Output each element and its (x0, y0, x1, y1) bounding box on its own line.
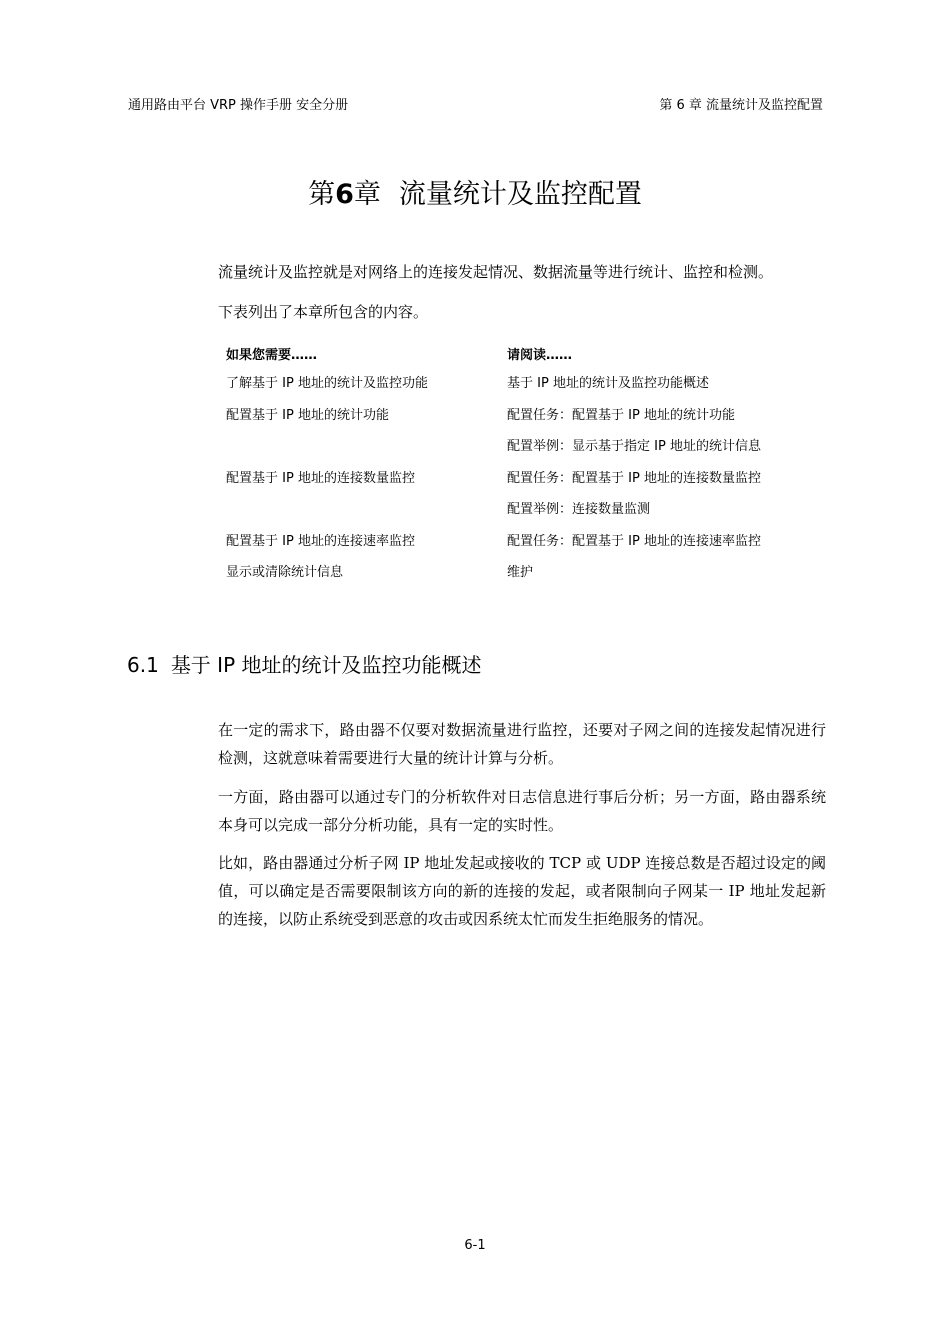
chapter-prefix: 第 (308, 179, 336, 210)
table-cell: 显示或清除统计信息 (226, 565, 344, 581)
chapter-number: 6 (335, 179, 354, 210)
chapter-suffix: 章 (353, 179, 381, 210)
table-cell-link: 配置任务：配置基于 IP 地址的统计功能 (507, 407, 735, 423)
table-header-cell: 请阅读…… (507, 347, 573, 363)
table-row (226, 398, 826, 430)
section-heading (127, 649, 482, 678)
body-paragraph: 比如，路由器通过分析子网 IP 地址发起或接收的 TCP 或 UDP 连接总数是否超过设定的阈值，可以确定是否需要限制该方向的新的连接的发起，或者限制向子网某一 IP 地址发起新的连接，以防止系统受到恶意的攻击或因系统太忙而发生拒绝服务的情况。 (218, 854, 826, 928)
table-cell: 了解基于 IP 地址的统计及监控功能 (226, 376, 428, 392)
table-cell-link: 配置举例：连接数量监测 (507, 502, 651, 518)
table-cell-link: 配置任务：配置基于 IP 地址的连接数量监控 (507, 470, 761, 486)
table-row (226, 429, 826, 461)
chapter-contents-table (226, 340, 826, 587)
section-title-text: 基于 IP 地址的统计及监控功能概述 (170, 653, 482, 677)
table-row (226, 492, 826, 524)
chapter-title-text: 流量统计及监控配置 (398, 179, 642, 210)
table-cell: 配置基于 IP 地址的统计功能 (226, 407, 389, 423)
table-cell-link: 维护 (507, 565, 534, 581)
running-header-left: 通用路由平台 VRP 操作手册 安全分册 (128, 98, 349, 113)
table-row (226, 555, 826, 587)
table-header-cell: 如果您需要…… (226, 347, 318, 363)
chapter-title (0, 172, 950, 211)
table-cell: 配置基于 IP 地址的连接数量监控 (226, 470, 415, 486)
body-paragraph: 在一定的需求下，路由器不仅要对数据流量进行监控，还要对子网之间的连接发起情况进行检测，这就意味着需要进行大量的统计计算与分析。 (218, 721, 826, 767)
table-header-row (226, 340, 826, 366)
table-row (226, 461, 826, 493)
intro-paragraph: 流量统计及监控就是对网络上的连接发起情况、数据流量等进行统计、监控和检测。 (218, 263, 774, 281)
table-cell-link: 配置任务：配置基于 IP 地址的连接速率监控 (507, 533, 761, 549)
intro-paragraph: 下表列出了本章所包含的内容。 (218, 303, 429, 321)
table-row (226, 366, 826, 398)
page-number: 6-1 (464, 1238, 486, 1253)
table-cell-link: 配置举例：显示基于指定 IP 地址的统计信息 (507, 439, 761, 455)
table-cell-link: 基于 IP 地址的统计及监控功能概述 (507, 376, 709, 392)
table-cell: 配置基于 IP 地址的连接速率监控 (226, 533, 415, 549)
table-row (226, 524, 826, 556)
running-header-right: 第 6 章 流量统计及监控配置 (659, 98, 823, 113)
body-paragraph: 一方面，路由器可以通过专门的分析软件对日志信息进行事后分析；另一方面，路由器系统本身可以完成一部分分析功能，具有一定的实时性。 (218, 788, 826, 834)
section-number: 6.1 (127, 653, 159, 677)
